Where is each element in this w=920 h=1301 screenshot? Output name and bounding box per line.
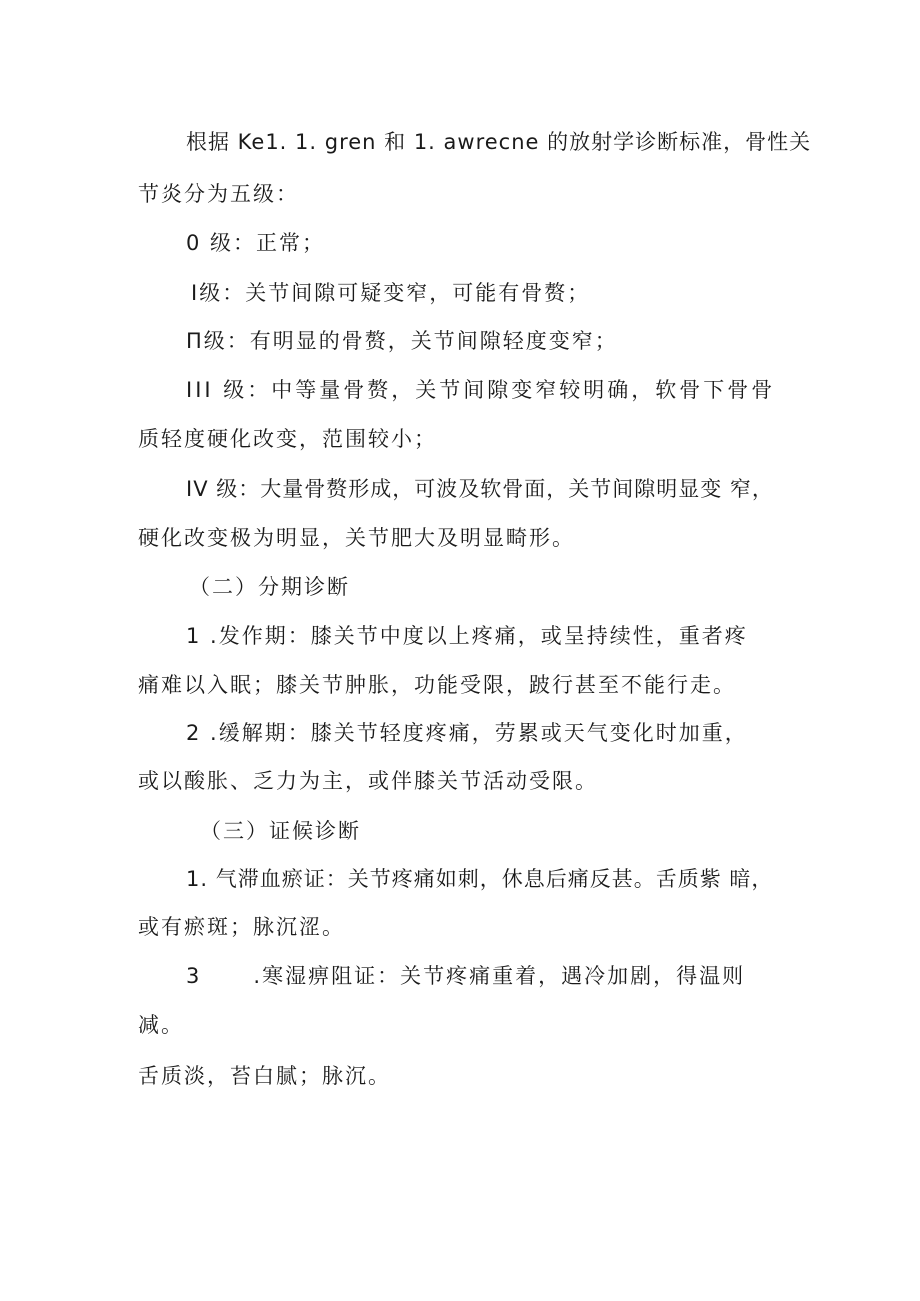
para-1-line-1: 根据 Ke1. 1. gren 和 1. awrecne 的放射学诊断标准，骨性关 [186, 130, 812, 154]
para-11-line-2: 或有瘀斑；脉沉涩。 [138, 915, 345, 939]
para-12-line-1: 3 .寒湿痹阻证：关节疼痛重着，遇冷加剧，得温则 [186, 964, 746, 988]
para-9-line-2: 或以酸胀、乏力为主，或伴膝关节活动受限。 [138, 769, 598, 793]
para-1-line-2: 节炎分为五级： [138, 182, 299, 206]
para-8-line-1: 1 .发作期：膝关节中度以上疼痛，或呈持续性，重者疼 [186, 624, 748, 648]
para-3-line-1: Ⅰ级：关节间隙可疑变窄，可能有骨赘； [191, 281, 591, 305]
para-12-line-2: 减。 [138, 1013, 184, 1037]
para-6-line-2: 硬化改变极为明显，关节肥大及明显畸形。 [138, 526, 575, 550]
para-5-line-1: III 级：中等量骨赘，关节间隙变窄较明确，软骨下骨骨 [186, 378, 776, 402]
section-heading-syndrome: （三）证候诊断 [200, 819, 361, 843]
para-4-line-1: Π级：有明显的骨赘，关节间隙轻度变窄； [186, 329, 618, 353]
section-heading-staging: （二）分期诊断 [189, 575, 350, 599]
para-13-line-1: 舌质淡，苔白腻；脉沉。 [138, 1064, 391, 1088]
para-2-line-1: 0 级：正常； [186, 231, 326, 255]
para-6-line-1: IV 级：大量骨赘形成，可波及软骨面，关节间隙明显变 窄， [186, 477, 774, 501]
para-11-line-1: 1. 气滞血瘀证：关节疼痛如刺，休息后痛反甚。舌质紫 暗， [186, 867, 774, 891]
para-8-line-2: 痛难以入眠；膝关节肿胀，功能受限，跛行甚至不能行走。 [138, 673, 736, 697]
para-9-line-1: 2 .缓解期：膝关节轻度疼痛，劳累或天气变化时加重， [186, 721, 748, 745]
para-5-line-2: 质轻度硬化改变，范围较小； [138, 427, 437, 451]
